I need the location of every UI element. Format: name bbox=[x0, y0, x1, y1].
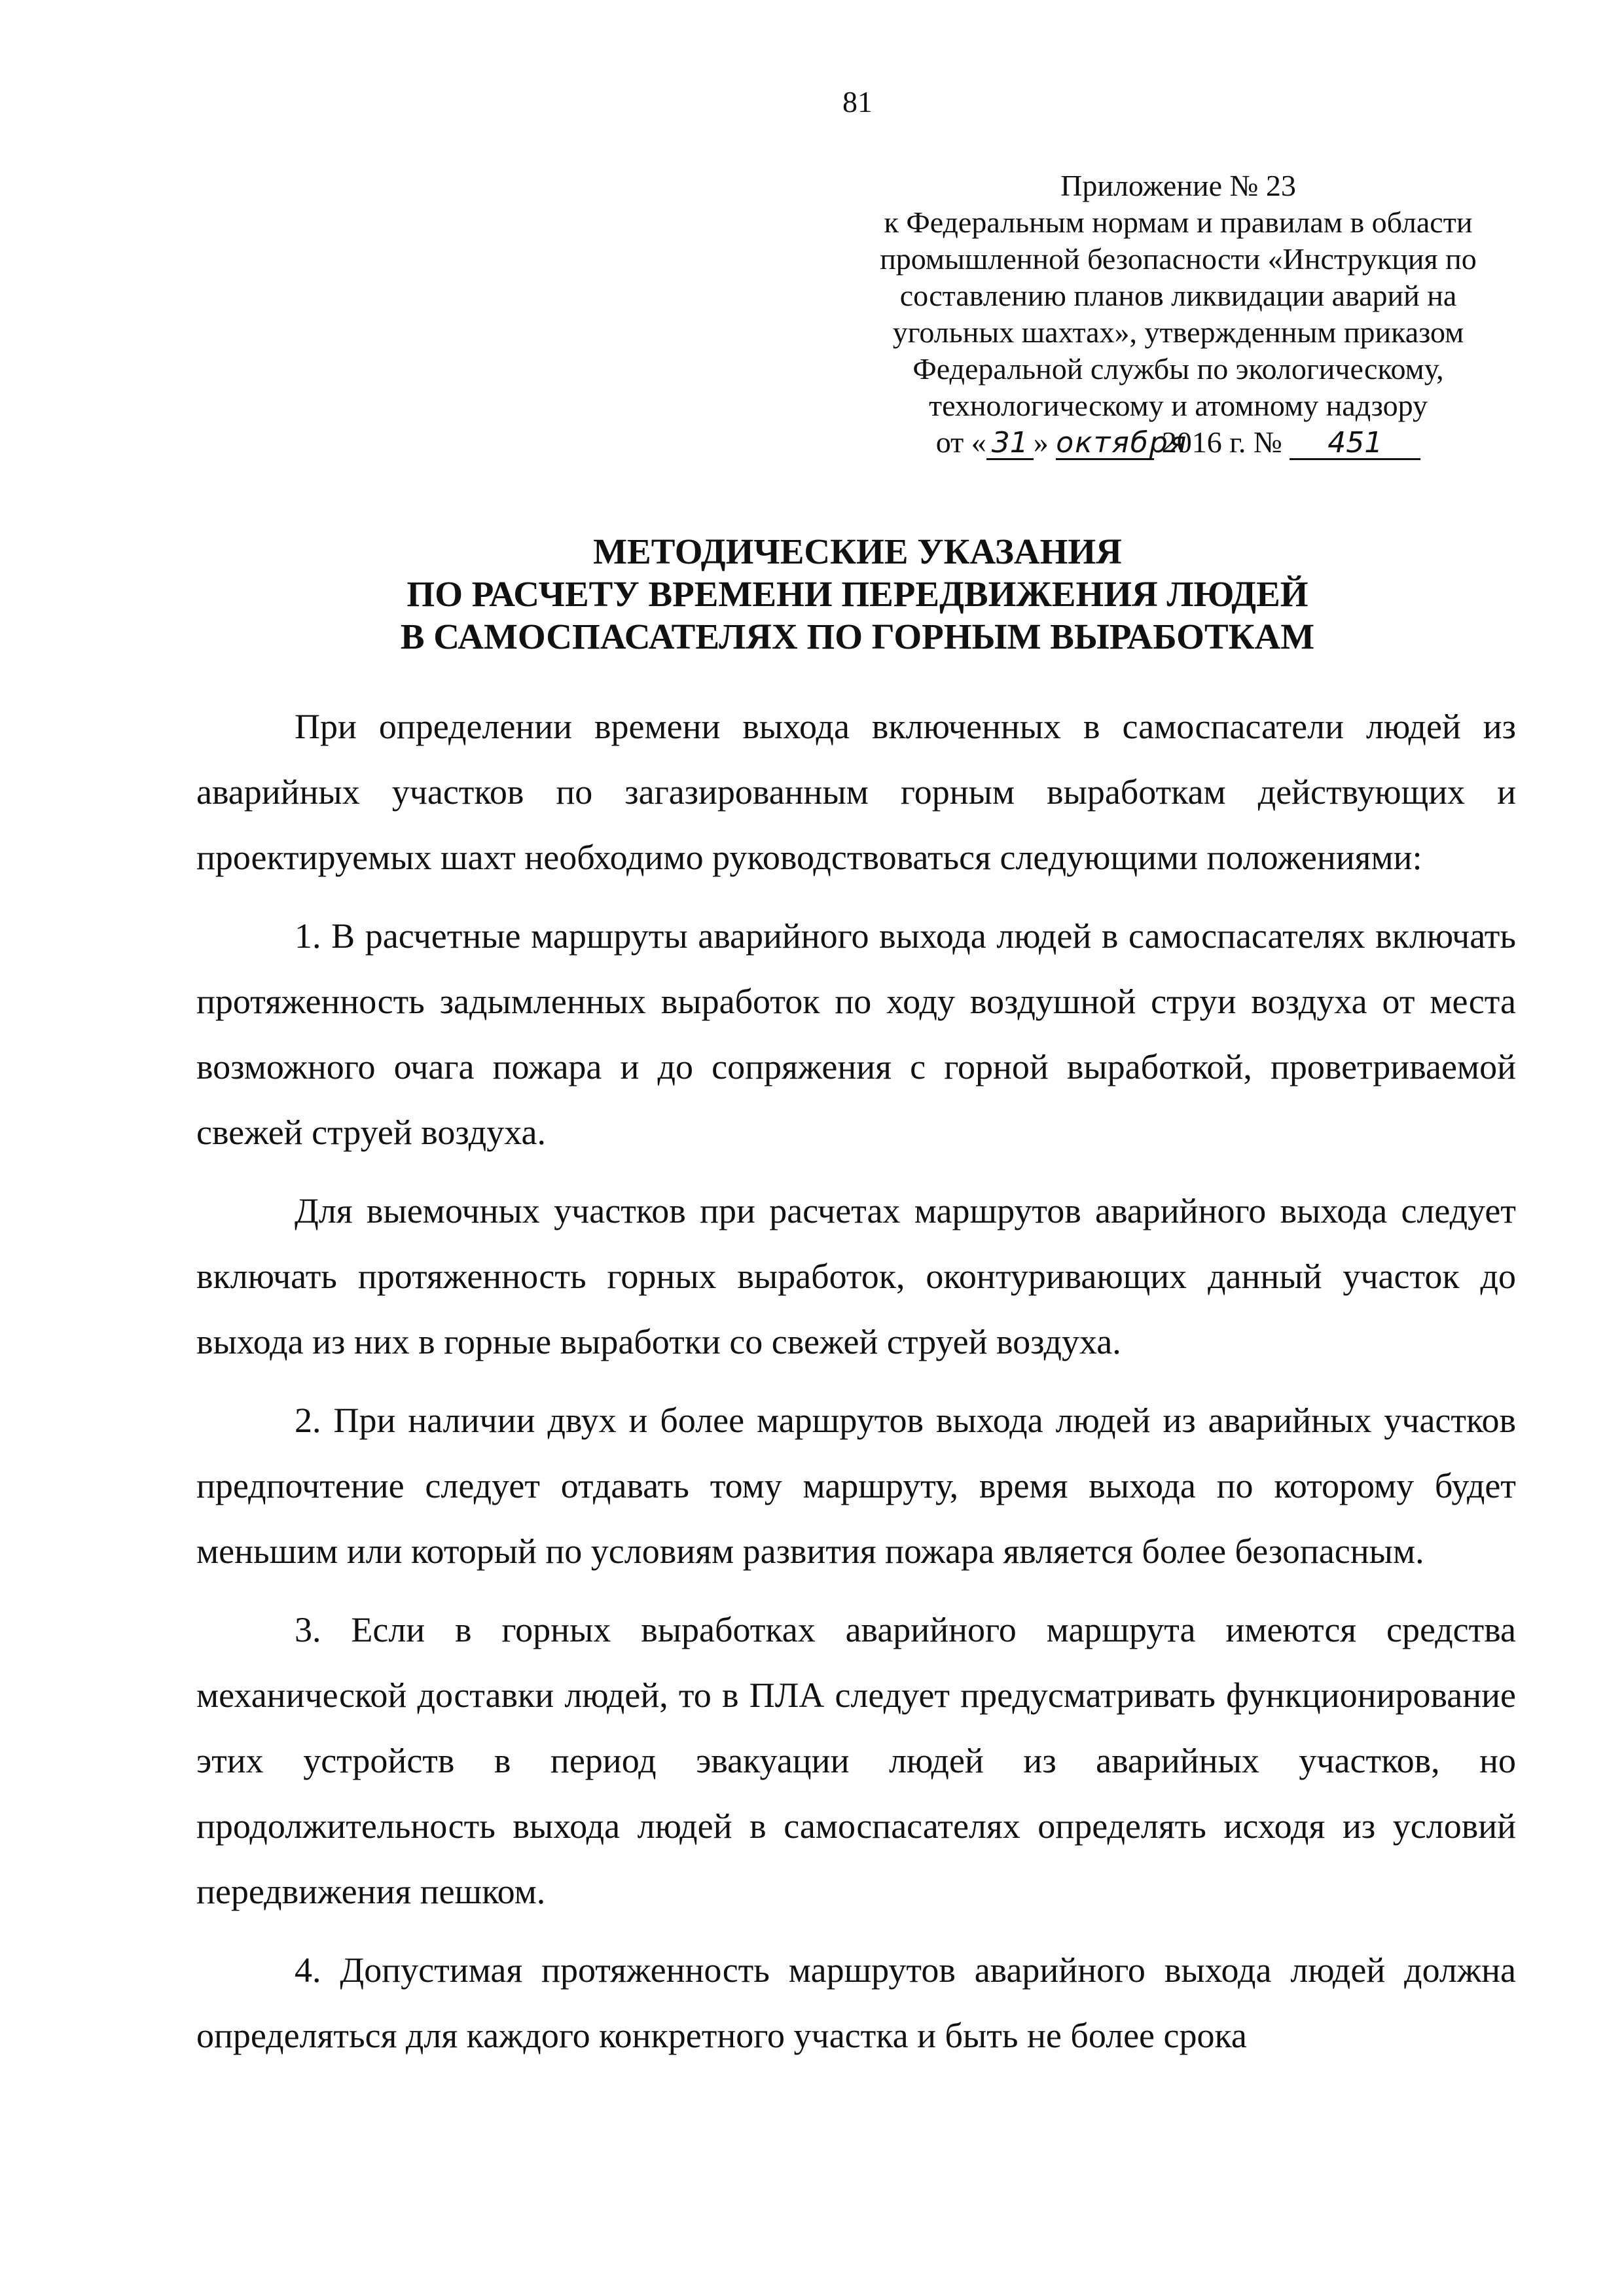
date-prefix: от « bbox=[935, 425, 986, 459]
title-line: МЕТОДИЧЕСКИЕ УКАЗАНИЯ bbox=[593, 531, 1122, 571]
paragraph-item-2: 2. При наличии двух и более маршрутов выхода людей из аварийных участков предпочтение следует отдавать тому маршруту, время выхода по которому будет меньшим или который по условиям развития пожара является более безопасным. bbox=[196, 1401, 1516, 1571]
document-title bbox=[196, 530, 1519, 658]
paragraph-item-3: 3. Если в горных выработках аварийного маршрута имеются средства механической доставки людей, то в ПЛА следует предусматривать функционирование этих устройств в период эвакуации людей из аварийных участков, но продолжительность выхода людей в самоспасателях определять исходя из условий передвижения пешком. bbox=[196, 1610, 1516, 1911]
title-line: ПО РАСЧЕТУ ВРЕМЕНИ ПЕРЕДВИЖЕНИЯ ЛЮДЕЙ bbox=[406, 574, 1308, 614]
date-year: 2016 г. № bbox=[1161, 425, 1282, 459]
appendix-line: технологическому и атомному надзору bbox=[929, 389, 1428, 422]
page-number: 81 bbox=[842, 85, 873, 118]
title-line: В САМОСПАСАТЕЛЯХ ПО ГОРНЫМ ВЫРАБОТКАМ bbox=[400, 617, 1315, 656]
appendix-line: составлению планов ликвидации аварий на bbox=[899, 279, 1457, 312]
order-number-handwritten: 451 bbox=[1290, 428, 1420, 460]
date-mid: » bbox=[1033, 425, 1049, 459]
paragraph-intro: При определении времени выхода включенных в самоспасатели людей из аварийных участков по загазированным горным выработкам действующих и проектируемых шахт необходимо руководствоваться следующими положениями: bbox=[196, 707, 1516, 877]
body-text bbox=[196, 694, 1516, 2068]
appendix-line: промышленной безопасности «Инструкция по bbox=[880, 242, 1477, 276]
appendix-line: угольных шахтах», утвержденным приказом bbox=[892, 315, 1464, 349]
appendix-line: Федеральной службы по экологическому, bbox=[912, 352, 1444, 386]
paragraph-item-4: 4. Допустимая протяженность маршрутов аварийного выхода людей должна определяться для каждого конкретного участка и быть не более срока bbox=[196, 1950, 1516, 2055]
date-day-handwritten: 31 bbox=[986, 428, 1034, 460]
paragraph-item-1: 1. В расчетные маршруты аварийного выхода людей в самоспасателях включать протяженность задымленных выработок по ходу воздушной струи воздуха от места возможного очага пожара и до сопряжения с горной выработкой, проветриваемой свежей струей воздуха. bbox=[196, 916, 1516, 1152]
appendix-block bbox=[835, 168, 1522, 461]
date-month-handwritten: октября bbox=[1056, 426, 1188, 459]
appendix-line: к Федеральным нормам и правилам в области bbox=[884, 206, 1473, 239]
paragraph-item-1-continued: Для выемочных участков при расчетах маршрутов аварийного выхода следует включать протяженность горных выработок, оконтуривающих данный участок до выхода из них в горные выработки со свежей струей воздуха. bbox=[196, 1191, 1516, 1361]
appendix-date-line bbox=[835, 424, 1522, 461]
appendix-line: Приложение № 23 bbox=[1060, 169, 1296, 202]
